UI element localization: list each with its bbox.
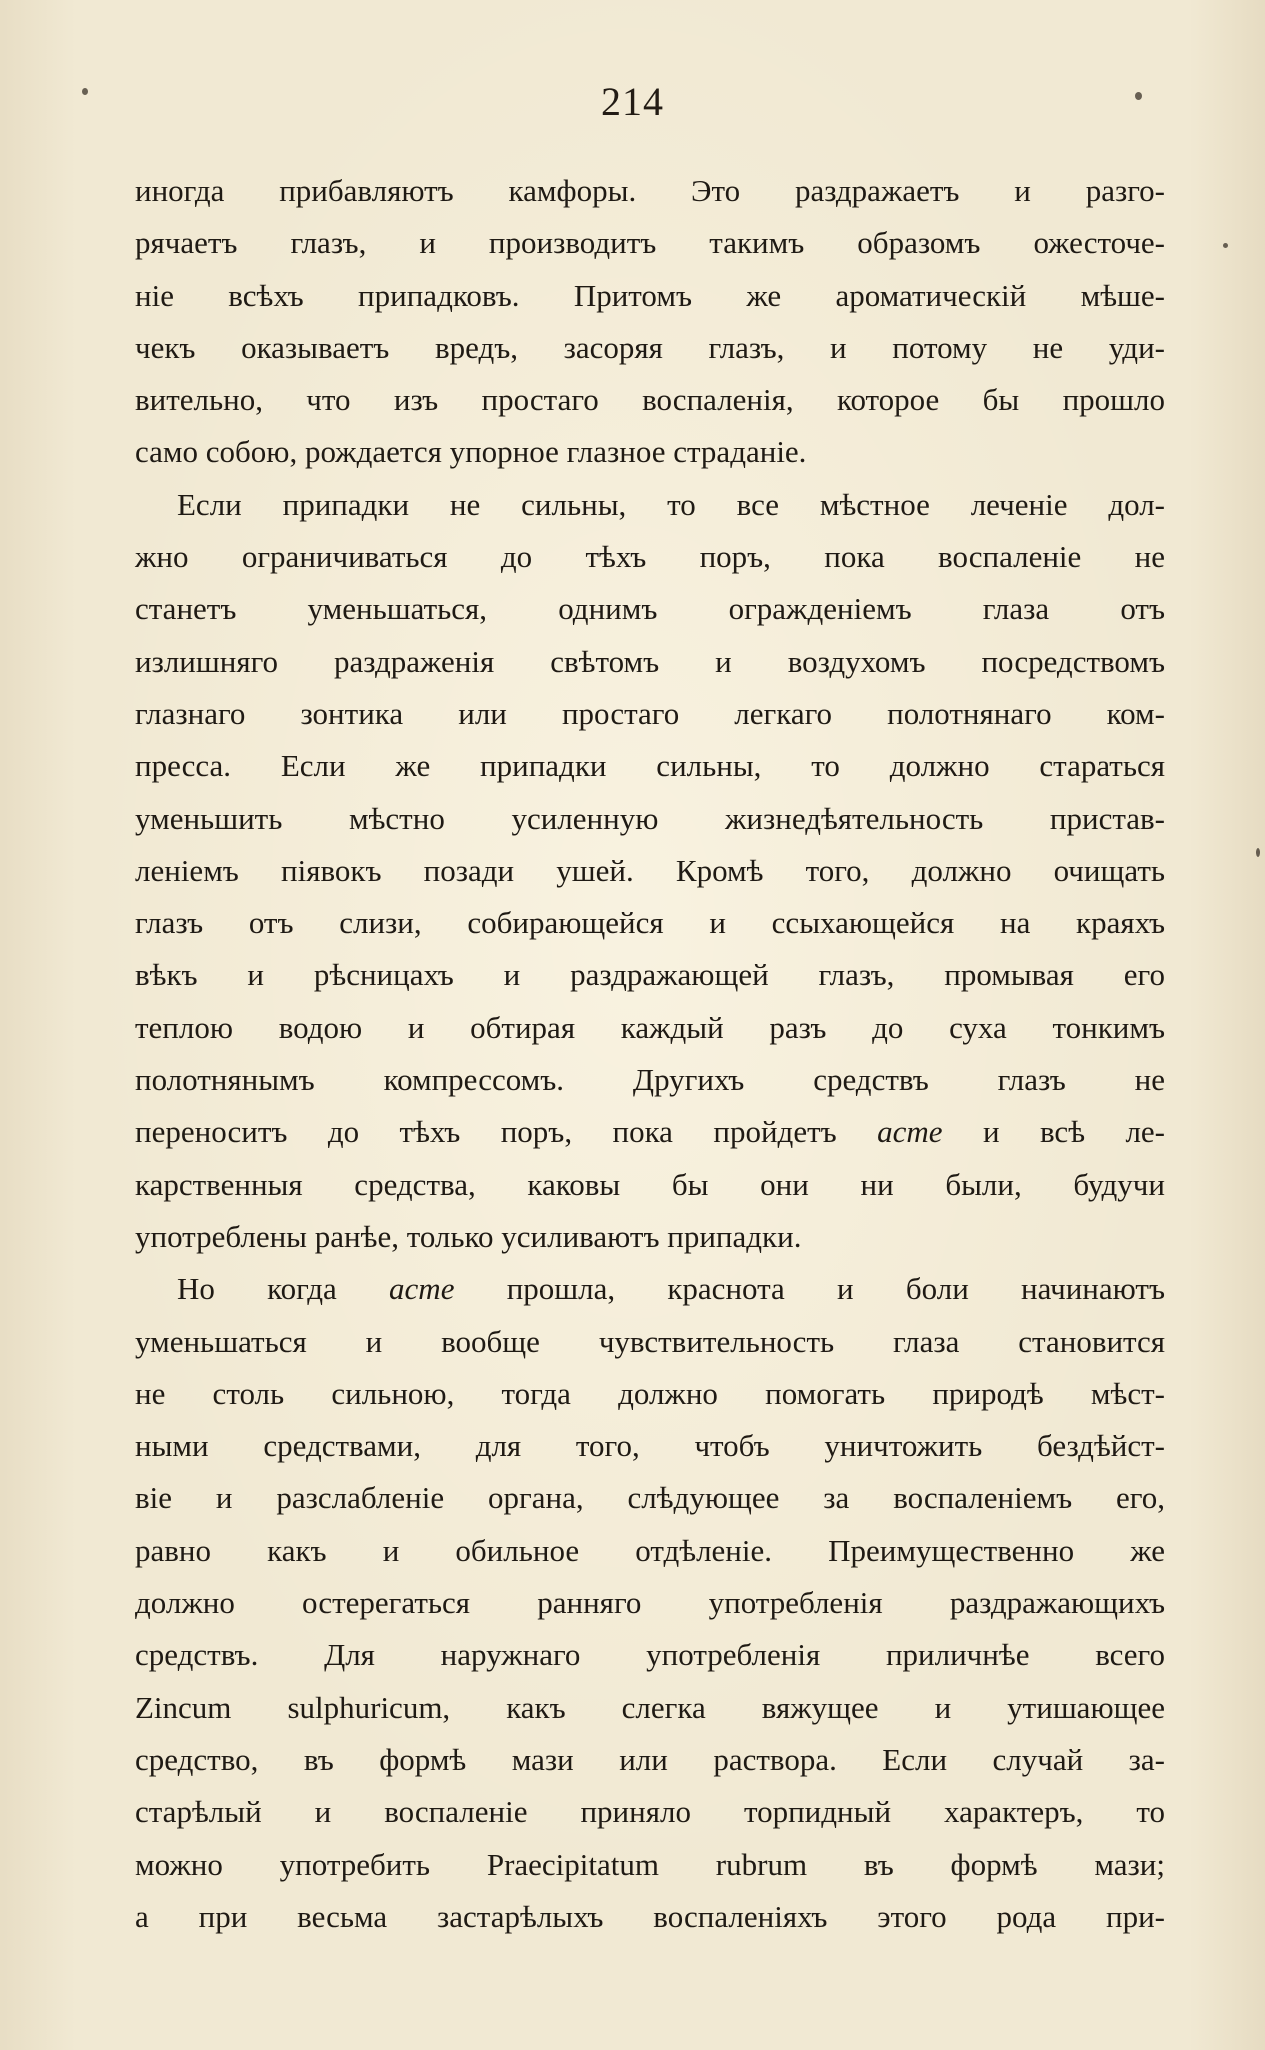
text-line: чекъ оказываетъ вредъ, засоряя глазъ, и потому не уди-: [135, 329, 1165, 365]
text-segment: прошла, краснота и боли начинаютъ: [506, 1271, 1165, 1307]
ink-speck: [1223, 243, 1228, 248]
italic-term: acme: [389, 1271, 455, 1307]
text-line: карственныя средства, каковы бы они ни были, будучи: [135, 1166, 1165, 1202]
text-line: полотнянымъ компрессомъ. Другихъ средствъ глазъ не: [135, 1062, 1165, 1098]
text-line: ніе всѣхъ припадковъ. Притомъ же ароматическій мѣше-: [135, 277, 1165, 313]
text-line: [135, 1943, 1165, 1995]
paragraph: [135, 165, 1165, 479]
text-line: леніемъ піявокъ позади ушей. Кромѣ того, должно очищать: [135, 852, 1165, 888]
text-line: уменьшаться и вообще чувствительность глаза становится: [135, 1323, 1165, 1359]
italic-term: acme: [877, 1114, 943, 1150]
body-text: [135, 165, 1165, 1995]
text-line: равно какъ и обильное отдѣленіе. Преимущественно же: [135, 1532, 1165, 1568]
text-line: віе и разслабленіе органа, слѣдующее за воспаленіемъ его,: [135, 1480, 1165, 1516]
text-line: излишняго раздраженія свѣтомъ и воздухомъ посредствомъ: [135, 643, 1165, 679]
text-line: Zincum sulphuricum, какъ слегка вяжущее и утишающее: [135, 1689, 1165, 1725]
text-line: а при весьма застарѣлыхъ воспаленіяхъ этого рода при-: [135, 1898, 1165, 1934]
text-line: уменьшить мѣстно усиленную жизнедѣятельность пристав-: [135, 800, 1165, 836]
ink-speck: [82, 88, 88, 95]
paragraph: [135, 1263, 1165, 1995]
paragraph: [135, 479, 1165, 1263]
text-line: [135, 1106, 1165, 1158]
ink-speck: [1135, 92, 1142, 100]
text-line: теплою водою и обтирая каждый разъ до суха тонкимъ: [135, 1009, 1165, 1045]
page-number: 214: [601, 79, 664, 124]
text-line: не столь сильною, тогда должно помогать природѣ мѣст-: [135, 1375, 1165, 1411]
text-line: глазъ отъ слизи, собирающейся и ссыхающейся на краяхъ: [135, 905, 1165, 941]
text-line: жно ограничиваться до тѣхъ поръ, пока воспаленіе не: [135, 539, 1165, 575]
text-line: можно употребить Praecipitatum rubrum въ формѣ мази;: [135, 1846, 1165, 1882]
text-segment: и всѣ ле-: [982, 1114, 1166, 1150]
text-line: вительно, что изъ простаго воспаленія, которое бы прошло: [135, 382, 1165, 418]
ink-speck: [1256, 848, 1260, 857]
text-line: ными средствами, для того, чтобъ уничтожить бездѣйст-: [135, 1428, 1165, 1464]
text-segment: Но когда: [177, 1271, 337, 1307]
text-line: [135, 1263, 1165, 1315]
text-line: должно остерегаться ранняго употребленія раздражающихъ: [135, 1585, 1165, 1621]
text-line: станетъ уменьшаться, однимъ огражденіемъ глаза отъ: [135, 591, 1165, 627]
text-line: Если припадки не сильны, то все мѣстное леченіе дол-: [177, 486, 1165, 522]
text-line: пресса. Если же припадки сильны, то должно стараться: [135, 748, 1165, 784]
text-line: средство, въ формѣ мази или раствора. Если случай за-: [135, 1741, 1165, 1777]
text-line: средствъ. Для наружнаго употребленія приличнѣе всего: [135, 1637, 1165, 1673]
text-line: глазнаго зонтика или простаго легкаго полотнянаго ком-: [135, 695, 1165, 731]
text-line: само собою, рождается упорное глазное страданіе.: [135, 434, 807, 470]
text-segment: переноситъ до тѣхъ поръ, пока пройдетъ: [135, 1114, 837, 1150]
text-line: рячаетъ глазъ, и производитъ такимъ образомъ ожесточе-: [135, 225, 1165, 261]
text-line: старѣлый и воспаленіе приняло торпидный характеръ, то: [135, 1794, 1165, 1830]
text-line: употреблены ранѣе, только усиливаютъ припадки.: [135, 1218, 802, 1254]
text-line: вѣкъ и рѣсницахъ и раздражающей глазъ, промывая его: [135, 957, 1165, 993]
text-line: иногда прибавляютъ камфоры. Это раздражаетъ и разго-: [135, 173, 1165, 208]
